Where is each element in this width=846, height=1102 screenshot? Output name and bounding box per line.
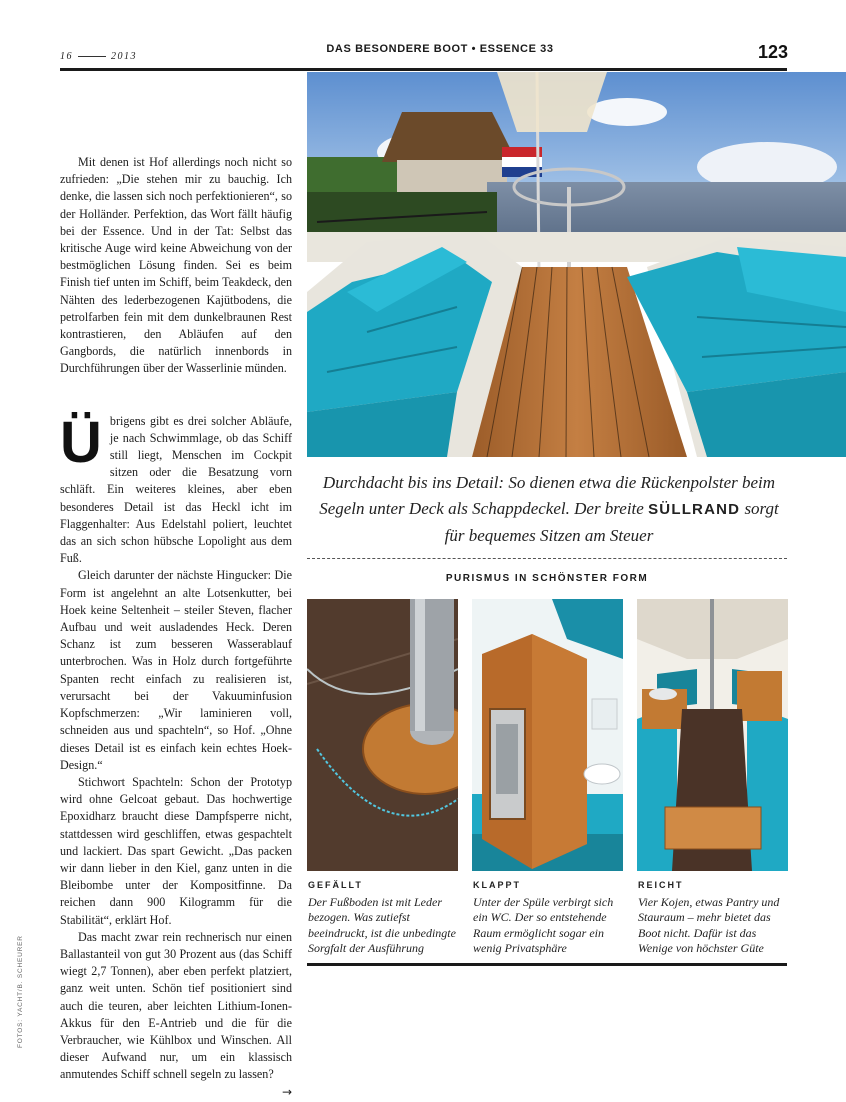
photo-credit: FOTOS: YACHT/B. SCHEURER xyxy=(17,935,24,1048)
section-header: DAS BESONDERE BOOT • ESSENCE 33 xyxy=(326,43,554,55)
caption-label: GEFÄLLT xyxy=(308,880,363,890)
paragraph-2 xyxy=(60,409,292,568)
cabin-illustration xyxy=(637,599,788,871)
caption-cabinet xyxy=(473,878,623,957)
paragraph-3: Gleich darunter der nächste Hingucker: Die Form ist angelehnt an alte Lotsenkutter, bei Hoek keine Seltenheit – steiler Steven, flacher Aufbau und weit ausladendes Heck. Deren Schanz ist zum besseren Wasserablauf unterbrochen. Was in Holz durch fortgeführte Spanten recht einfach zu realisieren ist, verursacht bei der Vakuuminfusion Kopfschmerzen: „Wir laminieren voll, schneiden aus und spachteln“, so Hof. „Ohne dieses Detail ist es einfach kein echtes Hoek-Design.“ xyxy=(60,568,292,772)
cabinet-illustration xyxy=(472,599,623,871)
article-body xyxy=(60,154,292,1101)
caption-label: KLAPPT xyxy=(473,880,521,890)
paragraph-5-text: Das macht zwar rein rechnerisch nur einen Ballastanteil von gut 30 Prozent aus (das Schiff wiegt 2,7 Tonnen), aber eben perfekt platziert, ganz weit unten. Schön tief positioniert sind auch die teuren, aber leichten Lithium-Ionen-Akkus für den E-Antrieb und die für die Verbraucher, wie Kühlbox und Winschen. All dieser Aufwand nur, um ein klassisch anmutendes Schiff schnell segeln zu lassen? xyxy=(60,929,292,1082)
hero-photo xyxy=(307,72,846,457)
caption-label: REICHT xyxy=(638,880,684,890)
paragraph-4: Stichwort Spachteln: Schon der Prototyp wird ohne Gelcoat gebaut. Das hochwertige Epoxidharz braucht diese Dampfsperre nicht, stattdessen wird geschliffen, etwas gespachtelt und lackiert. Das spart Gewicht. „Das packen wir dann lieber in den Kiel, ganz unten in die Bleibombe unter der Kompositfinne. Da reichen dann 900 Kilogramm für die Stabilität“, erklärt Hof. xyxy=(60,774,292,927)
caption-cabin xyxy=(638,878,788,957)
hero-caption-text: Durchdacht bis ins Detail: So dienen etwa die Rückenpolster beim Segeln unter Deck als Schappdeckel. Der breite xyxy=(319,473,776,518)
caption-floor xyxy=(308,878,458,957)
header-rule xyxy=(60,68,787,71)
issue-year: 2013 xyxy=(111,51,137,62)
hero-caption-keyword: SÜLLRAND xyxy=(648,501,741,518)
paragraph-5 xyxy=(60,929,292,1099)
bottom-rule xyxy=(307,963,787,966)
caption-text: Vier Kojen, etwas Pantry und Stauraum – mehr bietet das Boot nicht. Dafür ist das Wenige von höchster Güte xyxy=(638,894,780,955)
floor-illustration xyxy=(307,599,458,871)
issue-dash xyxy=(78,56,106,57)
continue-arrow-icon: → xyxy=(281,1084,292,1099)
issue-number xyxy=(60,51,137,62)
section-title: PURISMUS IN SCHÖNSTER FORM xyxy=(445,573,649,584)
caption-text: Der Fußboden ist mit Leder bezogen. Was zutiefst beeindruckt, ist die unbedingte Sorgfalt der Ausführung xyxy=(308,894,456,955)
thumb-cabinet-photo xyxy=(472,599,623,871)
paragraph-1: Mit denen ist Hof allerdings noch nicht so zufrieden: „Die stehen mir zu bauchig. Ich denke, die lassen sich noch perfektionieren“, so der Holländer. Perfektion, das Wort fällt häufig bei der Essence. Und in der Tat: Selbst das kritische Auge wird keine Abweichung von der bestmöglichen Lösung finden. Sei es beim Finish tief unten im Schiff, beim Teakdeck, den Nähten des lederbezogenen Kajütbodens, die petrolfarben fein mit dem dunkelbraunen Rest kontrastieren, den Abläufen auf den Gangbords, die natürlich innenbords in Durchführungen über der Wasserlinie münden. xyxy=(60,155,292,376)
issue-num: 16 xyxy=(60,51,73,62)
drop-cap: Ü xyxy=(60,409,102,475)
paragraph-2-text: brigens gibt es drei solcher Abläufe, je nach Schwimmlage, ob das Schiff still liegt, Menschen im Cockpit sitzen oder die Besatzung vorn schläft. Ein weiteres kleines, aber eben besonderes Detail ist das Heckl icht im Flaggenhalter: Aus Edelstahl poliert, leuchtet das an sich schon hübsche Lopolight aus dem Fuß. xyxy=(60,413,292,566)
paragraph-gap xyxy=(60,378,292,413)
dotted-divider xyxy=(307,558,787,559)
caption-text: Unter der Spüle verbirgt sich ein WC. Der so entstehende Raum ermöglicht sogar ein wenig Privatsphäre xyxy=(473,894,614,955)
thumb-cabin-photo xyxy=(637,599,788,871)
cockpit-illustration xyxy=(307,72,846,457)
hero-caption-text-end: sorgt für bequemes Sitzen am Steuer xyxy=(444,499,779,545)
hero-caption xyxy=(312,470,786,549)
thumb-floor-photo xyxy=(307,599,458,871)
page-number: 123 xyxy=(757,42,788,62)
